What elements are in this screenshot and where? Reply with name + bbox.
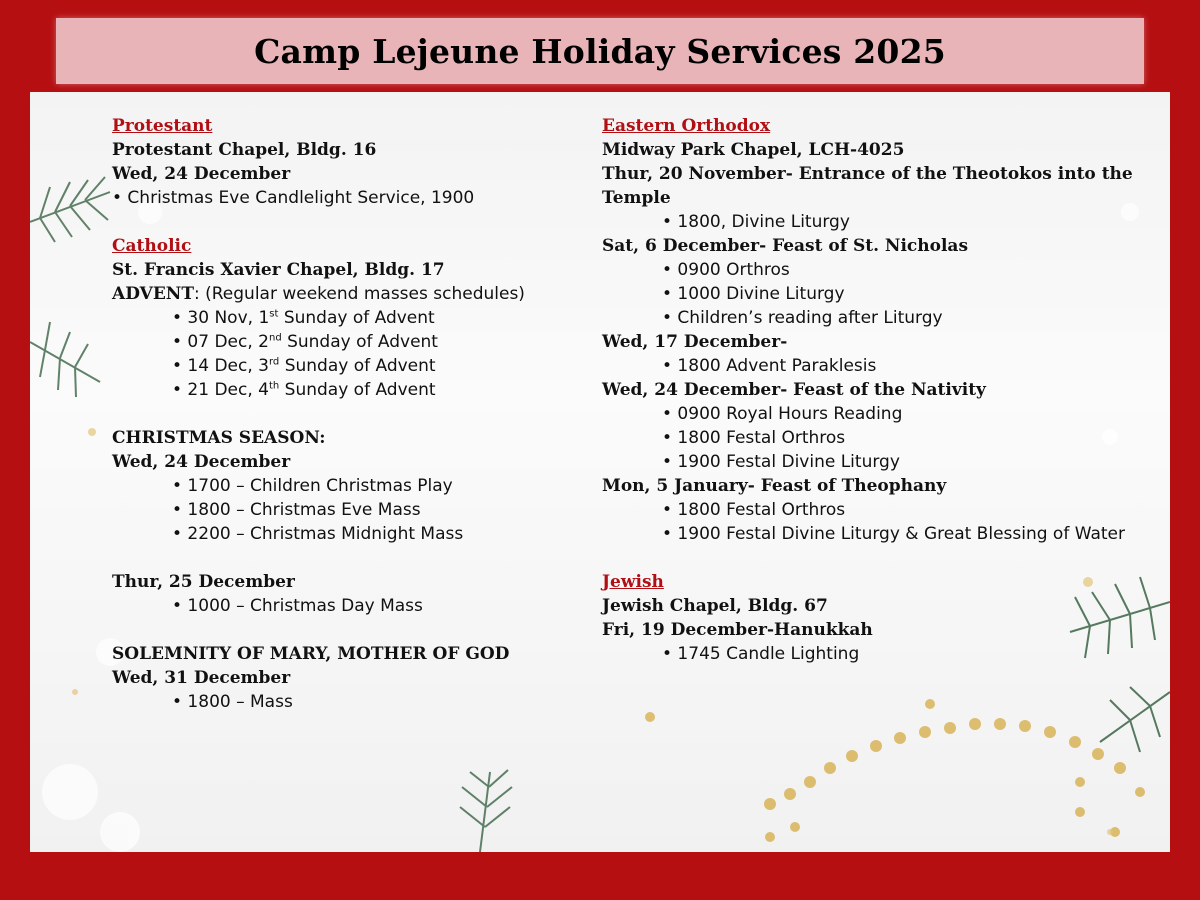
orthodox-item: • 1000 Divine Liturgy [662, 284, 845, 304]
protestant-date: Wed, 24 December [112, 164, 291, 184]
orthodox-day-date: Mon, 5 January- Feast of Theophany [602, 476, 947, 496]
christmas-eve-list [112, 474, 582, 546]
jewish-list [602, 642, 1162, 666]
orthodox-heading: Eastern Orthodox [602, 116, 771, 136]
advent-list [112, 306, 582, 402]
orthodox-item: • Children’s reading after Liturgy [662, 308, 943, 328]
solemnity-list [112, 690, 582, 714]
content-panel [30, 92, 1170, 852]
protestant-location: Protestant Chapel, Bldg. 16 [112, 140, 377, 160]
advent-post: Sunday of Advent [279, 356, 436, 376]
title-band [56, 18, 1144, 84]
orthodox-item: • 1800 Festal Orthros [662, 500, 846, 520]
advent-sup: rd [269, 356, 280, 368]
pine-branch-bottom [460, 770, 512, 852]
christmas-season-heading: CHRISTMAS SEASON: [112, 428, 326, 448]
advent-sup: nd [269, 332, 282, 344]
orthodox-item: • 1800, Divine Liturgy [662, 212, 850, 232]
list-item: • 1700 – Children Christmas Play [172, 476, 453, 496]
orthodox-location: Midway Park Chapel, LCH-4025 [602, 140, 905, 160]
advent-pre: • 21 Dec, 4 [172, 380, 269, 400]
advent-pre: • 07 Dec, 2 [172, 332, 269, 352]
right-column [602, 114, 1162, 666]
advent-label: ADVENT [112, 284, 194, 304]
orthodox-day-date: Thur, 20 November- Entrance of the Theotokos into the Temple [602, 164, 1133, 208]
christmas-day-date: Thur, 25 December [112, 572, 295, 592]
advent-line [112, 282, 582, 306]
christmas-eve-date: Wed, 24 December [112, 452, 291, 472]
advent-item [112, 306, 582, 330]
advent-pre: • 14 Dec, 3 [172, 356, 269, 376]
list-item: • 1800 – Christmas Eve Mass [172, 500, 421, 520]
jewish-date: Fri, 19 December-Hanukkah [602, 620, 873, 640]
orthodox-day-date: Wed, 17 December- [602, 332, 788, 352]
christmas-day-list [112, 594, 582, 618]
solemnity-heading: SOLEMNITY OF MARY, MOTHER OF GOD [112, 644, 510, 664]
pine-branch-left [30, 177, 110, 397]
catholic-location: St. Francis Xavier Chapel, Bldg. 17 [112, 260, 445, 280]
catholic-heading: Catholic [112, 236, 192, 256]
page-title: Camp Lejeune Holiday Services 2025 [254, 31, 946, 71]
orthodox-item: • 1900 Festal Divine Liturgy [662, 452, 900, 472]
advent-post: Sunday of Advent [279, 380, 436, 400]
advent-sup: st [269, 308, 279, 320]
advent-post: Sunday of Advent [281, 332, 438, 352]
list-item: • 1000 – Christmas Day Mass [172, 596, 423, 616]
advent-pre: • 30 Nov, 1 [172, 308, 270, 328]
advent-note: : (Regular weekend masses schedules) [193, 284, 525, 304]
orthodox-item: • 0900 Royal Hours Reading [662, 404, 903, 424]
orthodox-item: • 1800 Festal Orthros [662, 428, 846, 448]
advent-item [112, 354, 582, 378]
orthodox-day-date: Wed, 24 December- Feast of the Nativity [602, 380, 986, 400]
orthodox-item: • 1900 Festal Divine Liturgy & Great Blessing of Water [662, 524, 1125, 544]
orthodox-item: • 1800 Advent Paraklesis [662, 356, 877, 376]
orthodox-days [602, 162, 1162, 546]
orthodox-item: • 0900 Orthros [662, 260, 790, 280]
jewish-heading: Jewish [602, 572, 664, 592]
advent-item [112, 378, 582, 402]
gold-bead-garland [645, 699, 1145, 842]
list-item: • 1800 – Mass [172, 692, 293, 712]
advent-item [112, 330, 582, 354]
jewish-location: Jewish Chapel, Bldg. 67 [602, 596, 828, 616]
orthodox-day-date: Sat, 6 December- Feast of St. Nicholas [602, 236, 969, 256]
list-item: • 1745 Candle Lighting [662, 644, 860, 664]
advent-post: Sunday of Advent [278, 308, 435, 328]
protestant-service: • Christmas Eve Candlelight Service, 1900 [112, 188, 475, 208]
solemnity-date: Wed, 31 December [112, 668, 291, 688]
left-column [112, 114, 582, 714]
advent-sup: th [269, 380, 280, 392]
list-item: • 2200 – Christmas Midnight Mass [172, 524, 464, 544]
protestant-heading: Protestant [112, 116, 213, 136]
